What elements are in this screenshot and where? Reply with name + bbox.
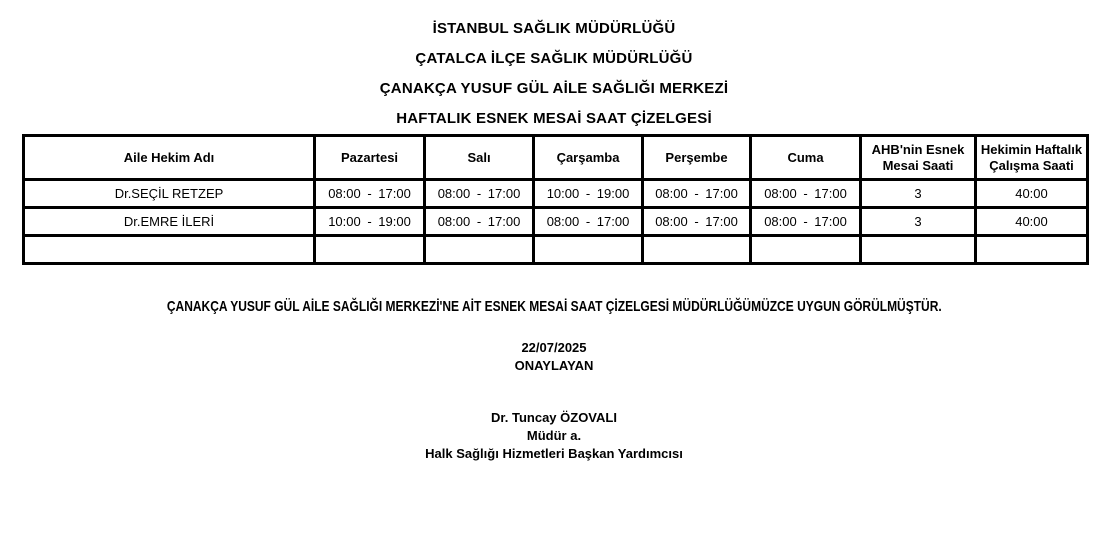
wednesday-hours-cell: 10:00 - 19:00	[534, 180, 643, 208]
approver-label: ONAYLAYAN	[514, 358, 594, 373]
monday-hours-cell: 10:00 - 19:00	[315, 208, 425, 236]
column-header-wednesday: Çarşamba	[534, 136, 643, 180]
wednesday-hours-cell	[534, 236, 643, 264]
table-row-empty	[24, 236, 1088, 264]
document-title-block	[22, 14, 1086, 134]
table-row	[24, 180, 1088, 208]
thursday-hours-cell: 08:00 - 17:00	[643, 180, 751, 208]
table-row	[24, 208, 1088, 236]
title-health-center: ÇANAKÇA YUSUF GÜL AİLE SAĞLIĞI MERKEZİ	[379, 80, 729, 97]
document-page	[22, 0, 1086, 463]
column-header-weekly-hours: Hekimin Haftalık Çalışma Saati	[976, 136, 1088, 180]
column-header-flexible-hours: AHB'nin Esnek Mesai Saati	[861, 136, 976, 180]
weekly-hours-cell: 40:00	[976, 208, 1088, 236]
tuesday-hours-cell: 08:00 - 17:00	[425, 208, 534, 236]
doctor-name-cell: Dr.SEÇİL RETZEP	[24, 180, 315, 208]
monday-hours-cell: 08:00 - 17:00	[315, 180, 425, 208]
signatory-title-role: Halk Sağlığı Hizmetleri Başkan Yardımcısı	[425, 446, 683, 461]
flexible-hours-cell: 3	[861, 180, 976, 208]
friday-hours-cell: 08:00 - 17:00	[751, 208, 861, 236]
signatory-name: Dr. Tuncay ÖZOVALI	[491, 410, 617, 425]
column-header-tuesday: Salı	[425, 136, 534, 180]
thursday-hours-cell	[643, 236, 751, 264]
column-header-doctor-name: Aile Hekim Adı	[24, 136, 315, 180]
weekly-schedule-table	[22, 134, 1089, 265]
title-province-directorate: İSTANBUL SAĞLIK MÜDÜRLÜĞÜ	[432, 20, 676, 37]
title-district-directorate: ÇATALCA İLÇE SAĞLIK MÜDÜRLÜĞÜ	[415, 50, 693, 67]
weekly-hours-cell: 40:00	[976, 180, 1088, 208]
title-schedule-name: HAFTALIK ESNEK MESAİ SAAT ÇİZELGESİ	[396, 110, 712, 127]
thursday-hours-cell: 08:00 - 17:00	[643, 208, 751, 236]
doctor-name-cell	[24, 236, 315, 264]
wednesday-hours-cell: 08:00 - 17:00	[534, 208, 643, 236]
weekly-hours-cell	[976, 236, 1088, 264]
flexible-hours-cell: 3	[861, 208, 976, 236]
friday-hours-cell	[751, 236, 861, 264]
doctor-name-cell: Dr.EMRE İLERİ	[24, 208, 315, 236]
flexible-hours-cell	[861, 236, 976, 264]
approval-date: 22/07/2025	[521, 340, 587, 355]
approval-date-block	[22, 339, 1086, 375]
column-header-monday: Pazartesi	[315, 136, 425, 180]
friday-hours-cell: 08:00 - 17:00	[751, 180, 861, 208]
table-header-row	[24, 136, 1088, 180]
tuesday-hours-cell: 08:00 - 17:00	[425, 180, 534, 208]
column-header-thursday: Perşembe	[643, 136, 751, 180]
signature-block	[22, 409, 1086, 463]
tuesday-hours-cell	[425, 236, 534, 264]
column-header-friday: Cuma	[751, 136, 861, 180]
approval-statement-row	[22, 298, 1086, 316]
monday-hours-cell	[315, 236, 425, 264]
signatory-title-acting: Müdür a.	[526, 428, 582, 443]
approval-statement: ÇANAKÇA YUSUF GÜL AİLE SAĞLIĞI MERKEZİ'NE AİT ESNEK MESAİ SAAT ÇİZELGESİ MÜDÜRLÜĞÜMÜZCE UYGUN GÖRÜLMÜŞTÜR.	[166, 298, 942, 315]
